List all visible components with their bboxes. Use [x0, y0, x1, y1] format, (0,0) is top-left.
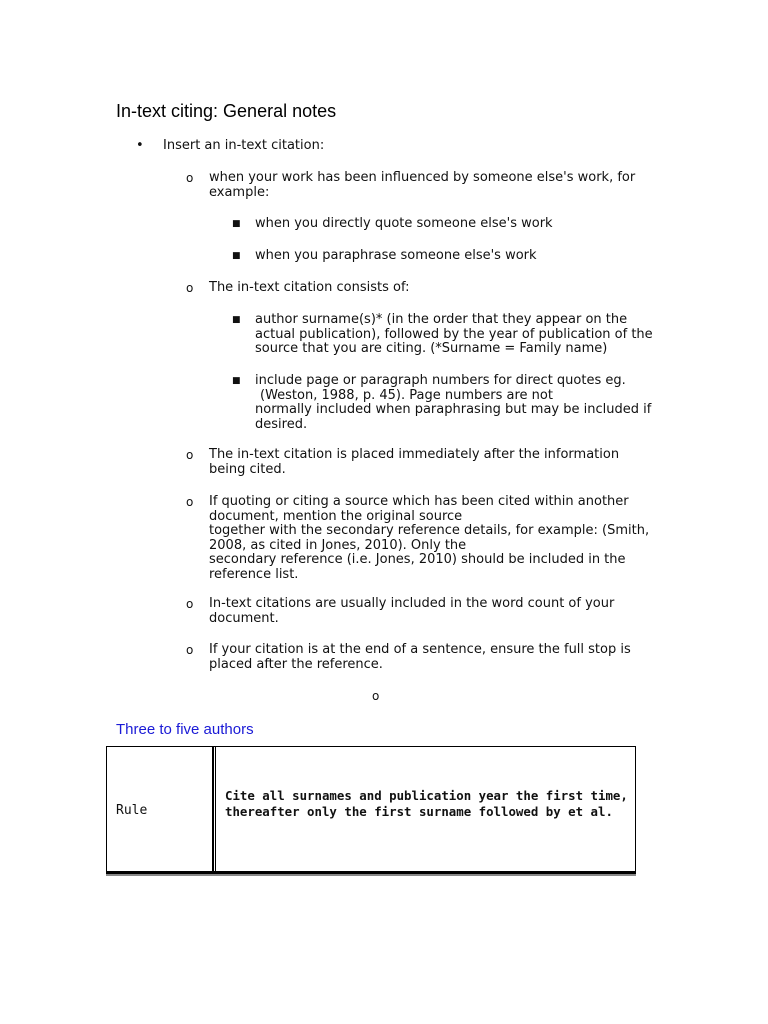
secondary-line-1: If quoting or citing a source which has been cited within another document, mention the original source [209, 494, 629, 524]
list-item-secondary-source [209, 495, 659, 582]
circle-bullet-icon: o [186, 448, 194, 462]
list-item-full-stop: If your citation is at the end of a sentence, ensure the full stop is placed after the reference. [209, 642, 631, 672]
list-item-directly-quote: when you directly quote someone else's work [255, 216, 553, 231]
circle-bullet-icon: o [186, 281, 194, 295]
rule-text: Cite all surnames and publication year the first time, thereafter only the first surname followed by et al. [225, 788, 628, 819]
circle-bullet-icon: o [186, 643, 194, 657]
list-item-author-surname: author surname(s)* (in the order that they appear on the actual publication), followed by the year of publication of the source that you are citing. (*Surname = Family name) [255, 312, 653, 356]
rule-label: Rule [116, 803, 148, 818]
circle-bullet-icon: o [186, 597, 194, 611]
page-numbers-line-3: normally included when paraphrasing but may be included if desired. [255, 402, 652, 432]
square-bullet-icon: ■ [232, 219, 241, 229]
secondary-line-3: secondary reference (i.e. Jones, 2010) should be included in the reference list. [209, 552, 626, 582]
list-item-consists-of: The in-text citation consists of: [209, 280, 410, 295]
list-item-paraphrase: when you paraphrase someone else's work [255, 248, 537, 263]
page-title: In-text citing: General notes [116, 101, 337, 121]
section-heading: Three to five authors [116, 721, 254, 738]
square-bullet-icon: ■ [232, 251, 241, 261]
table-divider [212, 747, 216, 871]
list-item-page-numbers [255, 374, 660, 432]
main-list-item: Insert an in-text citation: [163, 138, 325, 153]
square-bullet-icon: ■ [232, 376, 241, 386]
page-numbers-line-1: include page or paragraph numbers for direct quotes eg. [255, 373, 626, 388]
circle-bullet-icon: o [186, 171, 194, 185]
square-bullet-icon: ■ [232, 315, 241, 325]
list-item-placed-after: The in-text citation is placed immediately after the information being cited. [209, 447, 620, 477]
secondary-line-2: together with the secondary reference details, for example: (Smith, 2008, as cited in Jones, 2010). Only the [209, 523, 650, 553]
empty-circle-bullet-icon: o [372, 689, 380, 703]
bullet-icon: • [136, 138, 144, 153]
rule-table [106, 746, 636, 874]
list-item-influenced: when your work has been influenced by someone else's work, for example: [209, 170, 636, 200]
circle-bullet-icon: o [186, 495, 194, 509]
list-item-word-count: In-text citations are usually included in the word count of your document. [209, 596, 615, 626]
page-numbers-line-2: (Weston, 1988, p. 45). Page numbers are not [260, 387, 553, 403]
